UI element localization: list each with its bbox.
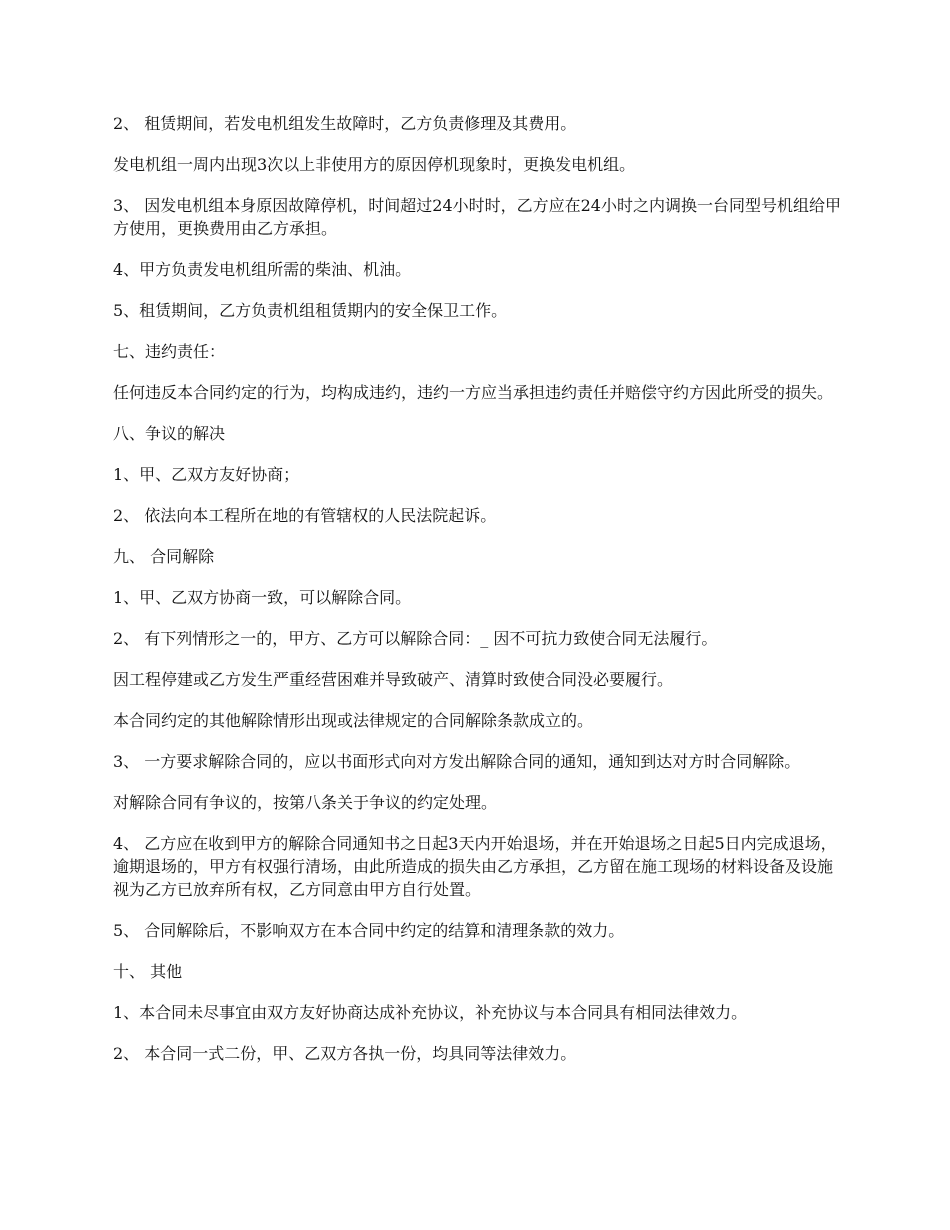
paragraph-9: 1、甲、乙双方友好协商； — [113, 465, 300, 484]
paragraph-22: 2、 本合同一式二份，甲、乙双方各执一份，均具同等法律效力。 — [113, 1044, 577, 1063]
section-heading-breach-liability: 七、违约责任： — [113, 342, 226, 361]
document-body — [113, 112, 843, 1083]
paragraph-10: 2、 依法向本工程所在地的有管辖权的人民法院起诉。 — [113, 506, 497, 525]
paragraph-14: 因工程停建或乙方发生严重经营困难并导致破产、清算时致使合同没必要履行。 — [113, 670, 674, 689]
section-heading-dispute-resolution: 八、争议的解决 — [113, 424, 226, 443]
paragraph-5: 5、租赁期间，乙方负责机组租赁期内的安全保卫工作。 — [113, 301, 508, 320]
paragraph-16: 3、 一方要求解除合同的，应以书面形式向对方发出解除合同的通知，通知到达对方时合同解除。 — [113, 752, 801, 771]
paragraph-7: 任何违反本合同约定的行为，均构成违约，违约一方应当承担违约责任并赔偿守约方因此所受的损失。 — [113, 383, 834, 402]
paragraph-15: 本合同约定的其他解除情形出现或法律规定的合同解除条款成立的。 — [113, 711, 594, 730]
paragraph-3: 3、 因发电机组本身原因故障停机，时间超过24小时时，乙方应在24小时之内调换一台同型号机组给甲方使用，更换费用由乙方承担。 — [113, 196, 841, 238]
paragraph-17: 对解除合同有争议的，按第八条关于争议的约定处理。 — [113, 793, 498, 812]
paragraph-13: 2、 有下列情形之一的，甲方、乙方可以解除合同：_ 因不可抗力致使合同无法履行。 — [113, 629, 718, 648]
paragraph-18: 4、 乙方应在收到甲方的解除合同通知书之日起3天内开始退场，并在开始退场之日起5日内完成退场，逾期退场的，甲方有权强行清场，由此所造成的损失由乙方承担，乙方留在施工现场的材料设备及设施视为乙方已放弃所有权，乙方同意由甲方自行处置。 — [113, 834, 837, 899]
paragraph-12: 1、甲、乙双方协商一致，可以解除合同。 — [113, 588, 412, 607]
paragraph-4: 4、甲方负责发电机组所需的柴油、机油。 — [113, 260, 412, 279]
paragraph-2: 发电机组一周内出现3次以上非使用方的原因停机现象时，更换发电机组。 — [113, 155, 636, 174]
paragraph-1: 2、 租赁期间，若发电机组发生故障时，乙方负责修理及其费用。 — [113, 114, 577, 133]
paragraph-21: 1、本合同未尽事宜由双方友好协商达成补充协议，补充协议与本合同具有相同法律效力。 — [113, 1003, 748, 1022]
section-heading-other: 十、 其他 — [113, 962, 183, 981]
paragraph-19: 5、 合同解除后，不影响双方在本合同中约定的结算和清理条款的效力。 — [113, 921, 625, 940]
section-heading-contract-termination: 九、 合同解除 — [113, 547, 215, 566]
